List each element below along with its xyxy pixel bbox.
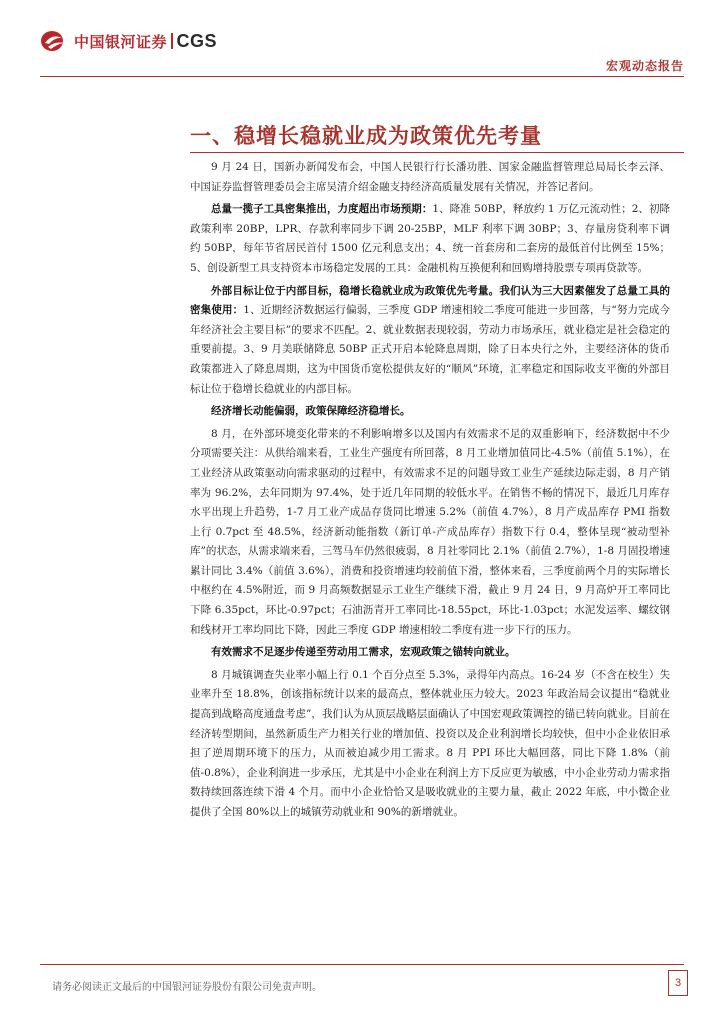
cgs-logo-icon [40, 29, 68, 53]
page-number: 3 [668, 970, 688, 996]
section-title: 一、稳增长稳就业成为政策优先考量 [190, 124, 542, 148]
company-logo [40, 29, 217, 53]
header-divider [40, 76, 684, 77]
report-type-label: 宏观动态报告 [605, 59, 684, 73]
logo-english-name: CGS [176, 30, 218, 51]
footer-divider [40, 964, 684, 965]
logo-chinese-name: 中国银河证券 [74, 32, 168, 51]
paragraph-lead: 外部目标让位于内部目标，稳增长稳就业成为政策优先考量。 [211, 284, 500, 297]
paragraph-lead-cont: 我们认为三大因素催发了总量工具的密集使用： [190, 284, 671, 317]
paragraph: 8 月，在外部环境变化带来的不利影响增多以及国内有效需求不足的双重影响下，经济数据中不少分项需要关注：从供给端来看，工业生产强度有所回落，8 月工业增加值同比-4.5%（前值 5.1%），在工业经济从政策驱动向需求驱动的过程中，有效需求不足的问题导致工业生产延续边际走弱，8 月产销率为 96.2%，去年同期为 97.4%，处于近几年同期的较低水平。在销售不畅的情况下，最近几月库存水平出现上升趋势，1-7 月工业产成品存货同比增速 5.2%（前值 4.7%），8 月产成品库存 PMI 指数上行 0.7pct 至 48.5%，经济新动能指数（新订单-产成品库存）指数下行 0.4，整体呈现“被动型补库”的状态，从需求端来看，三驾马车仍然很疲弱，8 月社零同比 2.1%（前值 2.7%），1-8 月固投增速累计同比 3.4%（前值 3.6%），消费和投资增速均较前值下滑，整体来看，三季度前两个月的实际增长中枢约在 4.5%附近，而 9 月高频数据显示工业生产继续下滑，截止 9 月 24 日，9 月高炉开工率同比下降 6.35pct，环比-0.97pct；石油沥青开工率同比-18.55pct，环比-1.03pct；水泥发运率、螺纹钢和线材开工率均同比下降，因此三季度 GDP 增速相较二季度有进一步下行的压力。 [190, 427, 670, 636]
paragraph: 9 月 24 日，国新办新闻发布会，中国人民银行行长潘功胜、国家金融监督管理总局局长李云泽、中国证券监督管理委员会主席吴清介绍金融支持经济高质量发展有关情况，并答记者问。 [190, 161, 670, 193]
paragraph-lead: 总量一揽子工具密集推出，力度超出市场预期： [211, 203, 433, 216]
paragraph: 外部目标让位于内部目标，稳增长稳就业成为政策优先考量。我们认为三大因素催发了总量工具的密集使用：1、近期经济数据运行偏弱，三季度 GDP 增速相较二季度可能进一步回落，与“努力完成今年经济社会主要目标”的要求不匹配。2、就业数据表现较弱，劳动力市场承压，就业稳定是社会稳定的重要前提。3、9 月美联储降息 50BP 正式开启本轮降息周期，除了日本央行之外，主要经济体的货币政策都进入了降息周期，这为中国货币宽松提供友好的“顺风”环境，汇率稳定和国际收支平衡的外部目标让位于稳增长稳就业的内部目标。 [190, 284, 671, 395]
paragraph: 总量一揽子工具密集推出，力度超出市场预期：1、降准 50BP，释放约 1 万亿元流动性；2、初降政策利率 20BP，LPR、存款利率同步下调 20-25BP，MLF 利率下调 30BP；3、存量房贷利率下调约 50BP，每年节省居民首付 1500 亿元利息支出；4、统一首套房和二套房的最低首付比例至 15%；5、创设新型工具支持资本市场稳定发展的工具：金融机构互换便利和回购增持股票专项再贷款等。 [190, 203, 671, 274]
article-body [190, 158, 670, 826]
footer-disclaimer: 请务必阅读正文最后的中国银河证券股份有限公司免责声明。 [52, 982, 322, 993]
logo-divider [171, 33, 173, 49]
section-title-underline [190, 152, 684, 153]
paragraph: 8 月城镇调查失业率小幅上行 0.1 个百分点至 5.3%，录得年内高点。16-24 岁（不含在校生）失业率升至 18.8%，创该指标统计以来的最高点，整体就业压力较大。2023 年政治局会议提出“稳就业提高到战略高度通盘考虑”，我们认为从顶层战略层面确认了中国宏观政策调控的锚已转向就业。目前在经济转型期间，虽然新质生产力相关行业的增加值、投资以及企业利润增长均较快，但中小企业依旧承担了逆周期环境下的压力，从而被迫减少用工需求。8 月 PPI 环比大幅回落，同比下降 1.8%（前值-0.8%），企业利润进一步承压，尤其是中小企业在利润上方下反应更为敏感，中小企业劳动力需求指数持续回落连续下滑 4 个月。而中小企业恰恰又是吸收就业的主要力量，截止 2022 年底，中小微企业提供了全国 80%以上的城镇劳动就业和 90%的新增就业。 [190, 668, 670, 818]
subheading: 经济增长动能偏弱，政策保障经济稳增长。 [211, 405, 411, 418]
page-header [0, 0, 724, 78]
subheading: 有效需求不足逐步传递至劳动用工需求，宏观政策之锚转向就业。 [211, 646, 516, 659]
